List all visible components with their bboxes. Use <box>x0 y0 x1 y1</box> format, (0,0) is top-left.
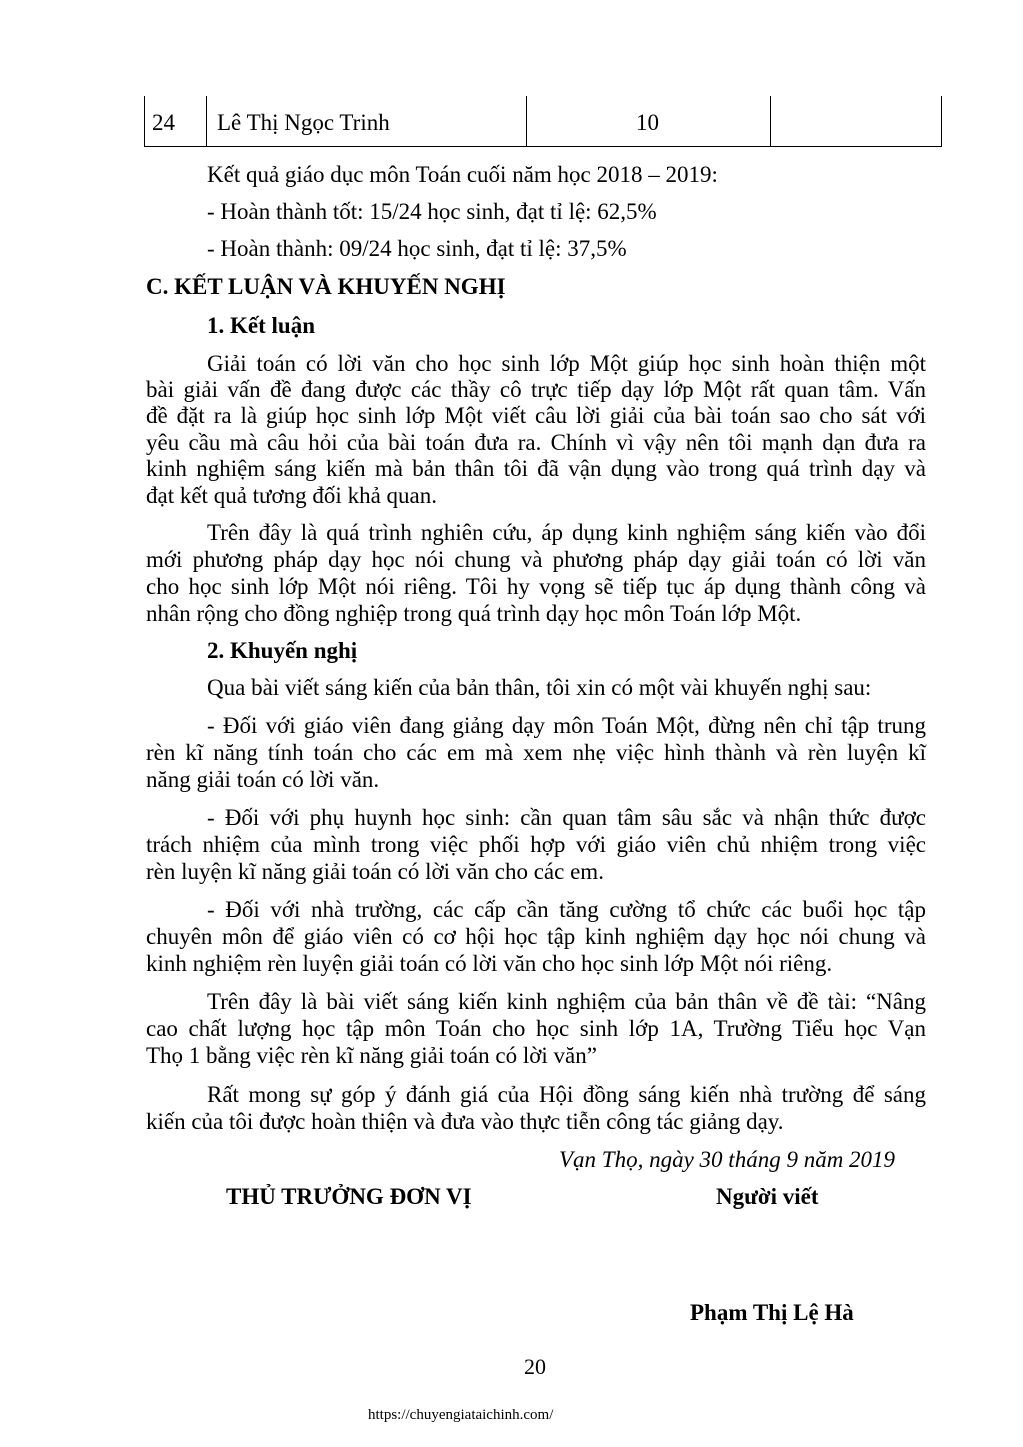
table-border <box>526 96 527 146</box>
closing-line: kiến của tôi được hoàn thiện và đưa vào thực tiễn công tác giảng dạy. <box>146 1109 784 1134</box>
table-border <box>144 96 145 146</box>
conclusion-line: đạt kết quả tương đối khả quan. <box>146 483 437 508</box>
recommendation-intro: Qua bài viết sáng kiến của bản thân, tôi xin có một vài khuyến nghị sau: <box>207 675 872 700</box>
author-name: Phạm Thị Lệ Hà <box>690 1300 854 1325</box>
conclusion-heading: 1. Kết luận <box>207 313 315 338</box>
recommendation-line: - Đối với nhà trường, các cấp cần tăng cường tổ chức các buổi học tập <box>207 897 926 922</box>
recommendation-line: rèn luyện kĩ năng giải toán có lời văn cho các em. <box>146 859 604 884</box>
conclusion-line: yêu cầu mà câu hỏi của bài toán đưa ra. Chính vì vậy nên tôi mạnh dạn đưa ra <box>146 430 926 455</box>
conclusion-line: kinh nghiệm sáng kiến mà bản thân tôi đã vận dụng vào trong quá trình dạy và <box>146 456 926 481</box>
results-intro: Kết quả giáo dục môn Toán cuối năm học 2018 – 2019: <box>207 162 718 187</box>
results-done: - Hoàn thành: 09/24 học sinh, đạt tỉ lệ: 37,5% <box>207 236 627 261</box>
section-heading: C. KẾT LUẬN VÀ KHUYẾN NGHỊ <box>146 274 506 299</box>
closing-line: Rất mong sự góp ý đánh giá của Hội đồng sáng kiến nhà trường để sáng <box>207 1082 926 1107</box>
recommendation-line: - Đối với phụ huynh học sinh: cần quan tâm sâu sắc và nhận thức được <box>207 805 926 830</box>
recommendation-line: năng giải toán có lời văn. <box>146 767 380 792</box>
right-signature-title: Người viết <box>716 1184 819 1209</box>
summary-line: Thọ 1 bằng việc rèn kĩ năng giải toán có lời văn” <box>146 1043 597 1068</box>
conclusion-line: nhân rộng cho đồng nghiệp trong quá trình dạy học môn Toán lớp Một. <box>146 601 802 626</box>
recommendation-line: chuyên môn để giáo viên có cơ hội học tập kinh nghiệm dạy học nói chung và <box>146 924 926 949</box>
table-border <box>206 96 207 146</box>
conclusion-line: đề đặt ra là giúp học sinh lớp Một viết câu lời giải của bài toán sao cho sát với <box>146 403 926 428</box>
table-border <box>941 96 942 146</box>
conclusion-line: mới phương pháp dạy học nói chung và phương pháp dạy giải toán có lời văn <box>146 547 926 572</box>
summary-line: Trên đây là bài viết sáng kiến kinh nghiệm của bản thân về đề tài: “Nâng <box>207 989 926 1014</box>
conclusion-line: Giải toán có lời văn cho học sinh lớp Một giúp học sinh hoàn thiện một <box>207 351 926 376</box>
recommendation-line: kinh nghiệm rèn luyện giải toán có lời văn cho học sinh lớp Một nói riêng. <box>146 951 833 976</box>
conclusion-line: Trên đây là quá trình nghiên cứu, áp dụng kinh nghiệm sáng kiến vào đổi <box>207 520 926 545</box>
table-cell-name: Lê Thị Ngọc Trinh <box>217 110 390 135</box>
conclusion-line: bài giải vấn đề đang được các thầy cô trực tiếp dạy lớp Một rất quan tâm. Vấn <box>146 377 926 402</box>
table-cell-no: 24 <box>152 110 175 135</box>
table-cell-score: 10 <box>636 110 659 135</box>
footer-url[interactable]: https://chuyengiataichinh.com/ <box>368 1407 554 1423</box>
recommendation-line: trách nhiệm của mình trong việc phối hợp với giáo viên chủ nhiệm trong việc <box>146 832 926 857</box>
left-signature-title: THỦ TRƯỞNG ĐƠN VỊ <box>226 1184 472 1209</box>
conclusion-line: cho học sinh lớp Một nói riêng. Tôi hy vọng sẽ tiếp tục áp dụng thành công và <box>146 574 926 599</box>
recommendation-heading: 2. Khuyến nghị <box>207 638 358 663</box>
page-number: 20 <box>524 1354 546 1379</box>
recommendation-line: rèn kĩ năng tính toán cho các em mà xem nhẹ việc hình thành và rèn luyện kĩ <box>146 740 926 765</box>
recommendation-line: - Đối với giáo viên đang giảng dạy môn Toán Một, đừng nên chỉ tập trung <box>207 713 926 738</box>
results-good: - Hoàn thành tốt: 15/24 học sinh, đạt tỉ lệ: 62,5% <box>207 199 657 224</box>
place-date: Vạn Thọ, ngày 30 tháng 9 năm 2019 <box>559 1147 896 1172</box>
table-border <box>770 96 771 146</box>
summary-line: cao chất lượng học tập môn Toán cho học sinh lớp 1A, Trường Tiểu học Vạn <box>146 1016 926 1041</box>
